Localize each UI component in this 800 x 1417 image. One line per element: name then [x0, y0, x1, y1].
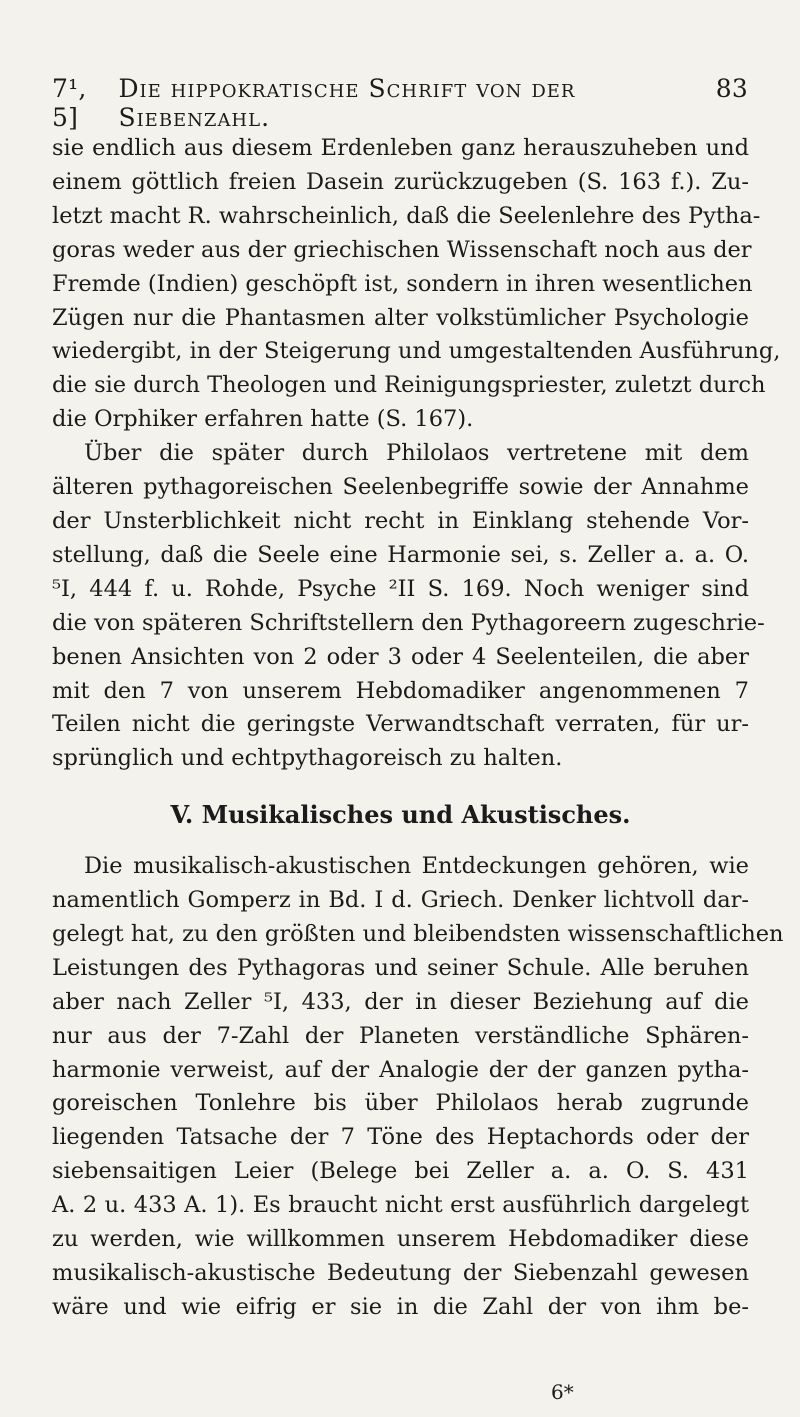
- paragraph-2: [52, 437, 765, 776]
- paragraph-3: [52, 850, 784, 1325]
- text-line: Fremde (Indien) geschöpft ist, sondern in ihren wesentlichen: [52, 270, 753, 297]
- running-header: [52, 74, 748, 132]
- text-line: nur aus der 7-Zahl der Planeten verständliche Sphären-: [52, 1022, 749, 1049]
- section-heading: V. Musikalisches und Akustisches.: [170, 800, 631, 830]
- section-reference: 7¹, 5]: [52, 74, 87, 132]
- text-line: wäre und wie eifrig er sie in die Zahl der von ihm be-: [52, 1293, 749, 1320]
- page-number: 83: [715, 74, 748, 103]
- text-line: siebensaitigen Leier (Belege bei Zeller a. a. O. S. 431: [52, 1158, 749, 1185]
- text-line: mit den 7 von unserem Hebdomadiker angenommenen 7: [52, 677, 749, 704]
- text-line: Leistungen des Pythagoras und seiner Schule. Alle beruhen: [52, 954, 749, 981]
- text-line: liegenden Tatsache der 7 Töne des Heptachords oder der: [52, 1124, 749, 1151]
- text-line: goreischen Tonlehre bis über Philolaos herab zugrunde: [52, 1090, 749, 1117]
- text-line: aber nach Zeller ⁵I, 433, der in dieser Beziehung auf die: [52, 988, 749, 1015]
- text-line: A. 2 u. 433 A. 1). Es braucht nicht erst ausführlich dargelegt: [52, 1192, 749, 1219]
- text-line: letzt macht R. wahrscheinlich, daß die Seelenlehre des Pytha-: [52, 202, 761, 229]
- text-line: die Orphiker erfahren hatte (S. 167).: [52, 406, 474, 433]
- text-line: wiedergibt, in der Steigerung und umgestaltenden Ausführung,: [52, 338, 781, 365]
- signature-mark: 6*: [551, 1380, 574, 1404]
- text-line: die sie durch Theologen und Reinigungspriester, zuletzt durch: [52, 372, 766, 399]
- text-line: sprünglich und echtpythagoreisch zu halten.: [52, 745, 563, 772]
- body-text: [52, 132, 784, 1325]
- paragraph-1: [52, 132, 781, 437]
- text-line: einem göttlich freien Dasein zurückzugeben (S. 163 f.). Zu-: [52, 168, 749, 195]
- text-line: Zügen nur die Phantasmen alter volkstümlicher Psychologie: [52, 304, 749, 331]
- text-line: Die musikalisch-akustischen Entdeckungen gehören, wie: [84, 853, 749, 880]
- text-line: Teilen nicht die geringste Verwandtschaft verraten, für ur-: [52, 711, 749, 738]
- text-line: benen Ansichten von 2 oder 3 oder 4 Seelenteilen, die aber: [52, 643, 749, 670]
- text-line: zu werden, wie willkommen unserem Hebdomadiker diese: [52, 1226, 749, 1253]
- text-line: namentlich Gomperz in Bd. I d. Griech. Denker lichtvoll dar-: [52, 887, 749, 914]
- running-title: Die hippokratische Schrift von der Siebenzahl.: [118, 74, 576, 132]
- text-line: musikalisch-akustische Bedeutung der Siebenzahl gewesen: [52, 1260, 749, 1286]
- text-line: sie endlich aus diesem Erdenleben ganz herauszuheben und: [52, 135, 749, 161]
- text-line: stellung, daß die Seele eine Harmonie sei, s. Zeller a. a. O.: [52, 541, 749, 568]
- text-line: die von späteren Schriftstellern den Pythagoreern zugeschrie-: [52, 609, 765, 636]
- text-line: älteren pythagoreischen Seelenbegriffe sowie der Annahme: [52, 474, 749, 501]
- text-line: ⁵I, 444 f. u. Rohde, Psyche ²II S. 169. Noch weniger sind: [52, 575, 749, 602]
- text-line: goras weder aus der griechischen Wissenschaft noch aus der: [52, 236, 752, 263]
- text-line: gelegt hat, zu den größten und bleibendsten wissenschaftlichen: [52, 920, 784, 947]
- text-line: Über die später durch Philolaos vertretene mit dem: [84, 440, 749, 467]
- text-line: harmonie verweist, auf der Analogie der der ganzen pytha-: [52, 1056, 749, 1083]
- text-line: der Unsterblichkeit nicht recht in Einklang stehende Vor-: [52, 507, 749, 534]
